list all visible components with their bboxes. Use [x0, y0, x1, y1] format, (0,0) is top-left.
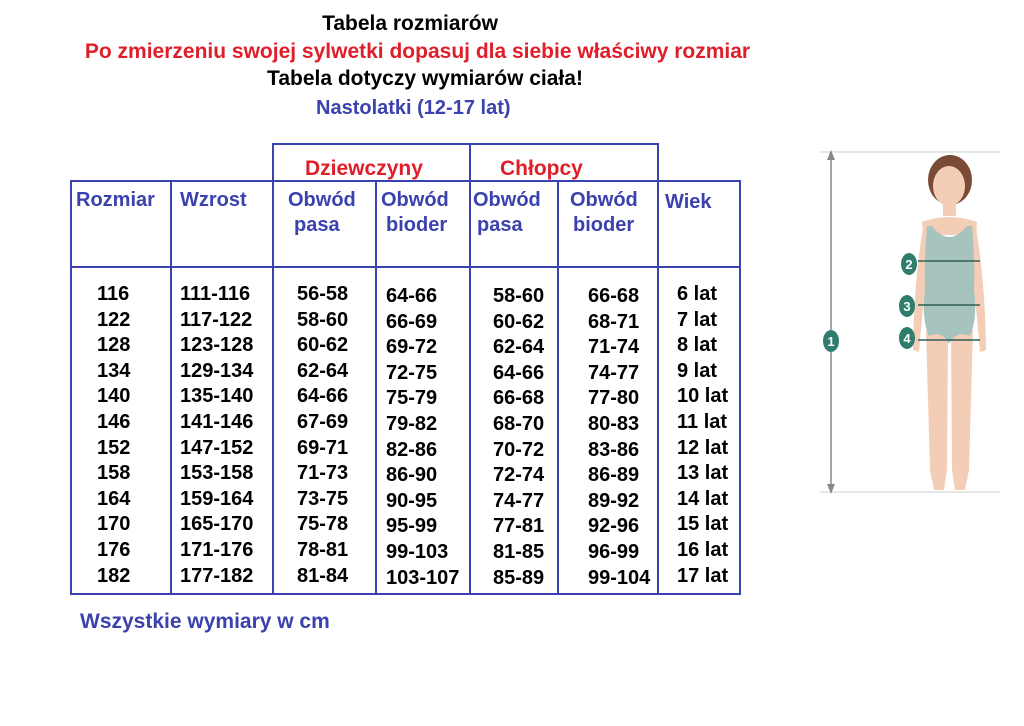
header-girls-waist: Obwód pasa [288, 189, 356, 236]
table-cell: 99-103 [386, 540, 449, 563]
table-cell: 128 [97, 334, 131, 357]
table-cell: 117-122 [180, 308, 253, 331]
column-girls-waist [297, 282, 348, 589]
table-cell: 13 lat [677, 462, 729, 485]
table-cell: 170 [97, 513, 131, 536]
table-cell: 72-75 [386, 361, 438, 384]
table-cell: 122 [97, 308, 131, 331]
group-girls-label: Dziewczyny [305, 157, 423, 180]
marker-1 [823, 330, 839, 352]
table-cell: 96-99 [588, 540, 640, 563]
table-cell: 71-74 [588, 336, 640, 359]
table-cell: 86-90 [386, 464, 438, 487]
table-cell: 99-104 [588, 566, 651, 589]
table-cell: 60-62 [493, 310, 545, 333]
table-cell: 171-176 [180, 538, 254, 561]
table-cell: 123-128 [180, 334, 254, 357]
table-cell: 14 lat [677, 487, 729, 510]
table-cell: 16 lat [677, 538, 729, 561]
marker-2 [901, 253, 917, 275]
table-cell: 147-152 [180, 436, 254, 459]
table-cell: 60-62 [297, 334, 349, 357]
table-cell: 74-77 [493, 489, 545, 512]
table-cell: 11 lat [677, 410, 728, 433]
table-cell: 159-164 [180, 487, 254, 510]
table-cell: 80-83 [588, 412, 640, 435]
table-cell: 8 lat [677, 334, 718, 357]
table-cell: 134 [97, 359, 131, 382]
table-cell: 81-85 [493, 540, 545, 563]
table-cell: 86-89 [588, 464, 640, 487]
column-size [97, 282, 130, 589]
table-cell: 58-60 [297, 308, 349, 331]
marker-4 [899, 327, 915, 349]
table-cell: 164 [97, 487, 131, 510]
table-cell: 72-74 [493, 464, 545, 487]
table-cell: 177-182 [180, 564, 254, 587]
note-text: Tabela dotyczy wymiarów ciała! [267, 67, 583, 90]
table-cell: 111-116 [180, 283, 251, 305]
table-cell: 140 [97, 385, 131, 408]
table-cell: 7 lat [677, 308, 718, 331]
table-cell: 116 [97, 283, 130, 305]
table-cell: 77-80 [588, 387, 640, 410]
header-size: Rozmiar [76, 189, 155, 211]
table-cell: 90-95 [386, 489, 438, 512]
table-cell: 70-72 [493, 438, 545, 461]
table-cell: 82-86 [386, 438, 438, 461]
instruction-text: Po zmierzeniu swojej sylwetki dopasuj dla siebie właściwy rozmiar [84, 40, 751, 63]
table-cell: 17 lat [677, 564, 729, 587]
table-cell: 64-66 [386, 285, 438, 307]
body-figure-illustration [810, 140, 1010, 510]
header-boys-waist: Obwód pasa [473, 189, 541, 236]
column-boys-hips [588, 284, 650, 591]
table-cell: 56-58 [297, 283, 349, 305]
svg-text:2: 2 [905, 257, 913, 272]
table-cell: 75-79 [386, 387, 438, 410]
header-age: Wiek [665, 191, 712, 213]
table-cell: 89-92 [588, 489, 640, 512]
column-girls-hips [386, 284, 459, 591]
table-cell: 74-77 [588, 361, 640, 384]
table-cell: 71-73 [297, 462, 349, 485]
table-cell: 77-81 [493, 515, 545, 538]
table-cell: 165-170 [180, 513, 254, 536]
column-age [677, 282, 728, 589]
table-cell: 67-69 [297, 410, 349, 433]
header-girls-hips: Obwód bioder [381, 189, 449, 236]
table-cell: 129-134 [180, 359, 254, 382]
table-cell: 83-86 [588, 438, 640, 461]
table-cell: 15 lat [677, 513, 729, 536]
table-cell: 9 lat [677, 359, 718, 382]
table-cell: 68-70 [493, 412, 545, 435]
table-cell: 66-68 [588, 285, 640, 307]
table-cell: 69-72 [386, 336, 438, 359]
table-cell: 135-140 [180, 385, 254, 408]
table-cell: 64-66 [493, 361, 545, 384]
table-cell: 58-60 [493, 285, 545, 307]
table-cell: 182 [97, 564, 131, 587]
table-cell: 146 [97, 410, 131, 433]
table-cell: 62-64 [297, 359, 349, 382]
svg-text:3: 3 [903, 299, 911, 314]
table-cell: 66-69 [386, 310, 438, 333]
table-cell: 78-81 [297, 538, 349, 561]
group-boys-label: Chłopcy [500, 157, 583, 180]
table-cell: 12 lat [677, 436, 729, 459]
table-cell: 176 [97, 538, 131, 561]
table-cell: 64-66 [297, 385, 349, 408]
table-cell: 85-89 [493, 566, 545, 589]
svg-text:1: 1 [827, 334, 835, 349]
table-cell: 69-71 [297, 436, 349, 459]
column-boys-waist [493, 284, 544, 591]
table-cell: 81-84 [297, 564, 349, 587]
table-cell: 10 lat [677, 385, 729, 408]
page-title: Tabela rozmiarów [322, 12, 498, 35]
column-height [180, 282, 253, 589]
header-boys-hips: Obwód bioder [570, 189, 638, 236]
units-note: Wszystkie wymiary w cm [80, 610, 330, 633]
table-cell: 79-82 [386, 412, 438, 435]
table-cell: 73-75 [297, 487, 349, 510]
marker-3 [899, 295, 915, 317]
table-cell: 158 [97, 462, 131, 485]
age-group-label: Nastolatki (12-17 lat) [316, 97, 511, 119]
table-cell: 6 lat [677, 283, 718, 305]
table-cell: 141-146 [180, 410, 254, 433]
table-cell: 75-78 [297, 513, 349, 536]
svg-text:4: 4 [903, 331, 911, 346]
table-cell: 68-71 [588, 310, 640, 333]
table-cell: 62-64 [493, 336, 545, 359]
table-cell: 103-107 [386, 566, 460, 589]
table-cell: 153-158 [180, 462, 254, 485]
table-cell: 92-96 [588, 515, 640, 538]
table-cell: 95-99 [386, 515, 438, 538]
table-cell: 66-68 [493, 387, 545, 410]
header-height: Wzrost [180, 189, 247, 211]
table-cell: 152 [97, 436, 131, 459]
